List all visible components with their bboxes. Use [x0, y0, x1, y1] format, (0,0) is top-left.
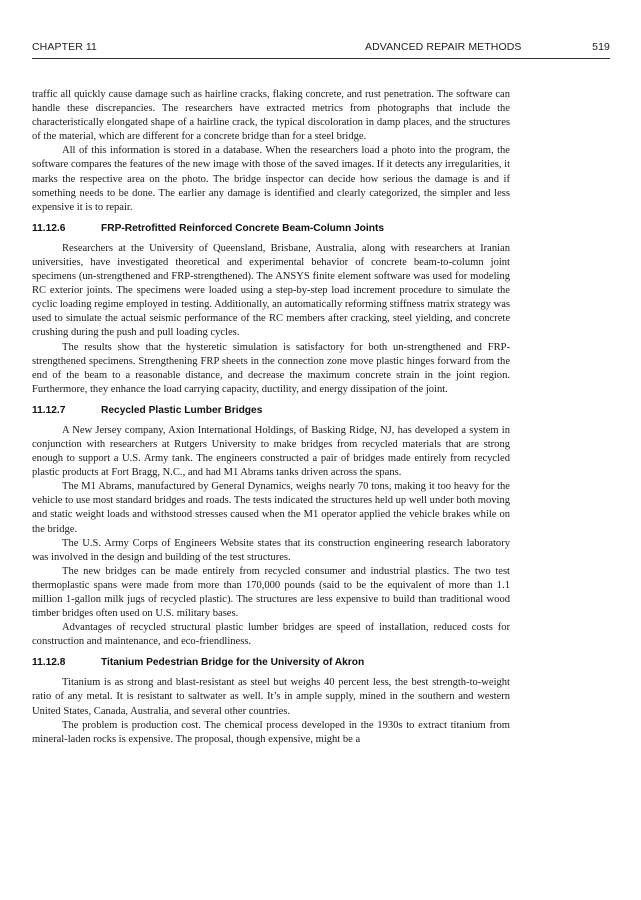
section-title: Recycled Plastic Lumber Bridges — [101, 404, 263, 416]
paragraph: The problem is production cost. The chemical process developed in the 1930s to extract titanium from mineral-laden rocks is expensive. The proposal, though expensive, might be a — [32, 719, 510, 745]
chapter-label: CHAPTER 11 — [32, 41, 97, 53]
section-title: Titanium Pedestrian Bridge for the University of Akron — [101, 657, 365, 669]
paragraph: traffic all quickly cause damage such as hairline cracks, flaking concrete, and rust penetration. The software can handle these discrepancies. The researchers have extracted metrics from photographs that include the characteristically elongated shape of a hairline crack, the typical discoloration in damp places, and the structures of the material, which are different for a concrete bridge than for a steel bridge. — [32, 89, 510, 143]
paragraph: The results show that the hysteretic simulation is satisfactory for both un-strengthened and FRP-strengthened specimens. Strengthening FRP sheets in the connection zone move plastic hinges forward from the end of the beam to a reasonable distance, and decrease the maximum concrete strain in the joint region. Furthermore, they enhance the load carrying capacity, ductility, and energy dissipation of the joint. — [32, 341, 510, 395]
section-heading — [32, 405, 510, 417]
chapter-title: ADVANCED REPAIR METHODS — [365, 41, 522, 53]
paragraph: All of this information is stored in a database. When the researchers load a photo into the program, the software compares the features of the new image with those of the saved images. If it detects any irregularities, it marks the respective area on the photo. The bridge inspector can decide how serious the damage is and if something needs to be done. The earlier any damage is identified and clearly categorized, the simpler and less expensive it is to repair. — [32, 145, 510, 213]
section-heading — [32, 657, 510, 669]
paragraph: Advantages of recycled structural plastic lumber bridges are speed of installation, reduced costs for construction and maintenance, and eco-friendliness. — [32, 622, 510, 648]
section-number: 11.12.6 — [32, 222, 66, 234]
paragraph: The M1 Abrams, manufactured by General Dynamics, weighs nearly 70 tons, making it too heavy for the vehicle to use most standard bridges and roads. The tests indicated the structures held up well under both moving and static weight loads and withstood stresses caused when the M1 operator applied the vehicle brakes while on the bridge. — [32, 481, 510, 535]
section-number: 11.12.7 — [32, 404, 66, 416]
paragraph: The U.S. Army Corps of Engineers Website states that its construction engineering research laboratory was involved in the design and building of the test structures. — [32, 537, 510, 563]
body-text — [32, 88, 510, 747]
paragraph: Titanium is as strong and blast-resistant as steel but weighs 40 percent less, the best strength-to-weight ratio of any metal. It is resistant to saltwater as well. It’s in ample supply, mined in the southern and western United States, Canada, Australia, and several other countries. — [32, 677, 510, 717]
section-heading — [32, 223, 510, 235]
paragraph: A New Jersey company, Axion International Holdings, of Basking Ridge, NJ, has developed a system in conjunction with researchers at Rutgers University to make bridges from recycled materials that are strong enough to support a U.S. Army tank. The engineers constructed a pair of bridges made entirely from recycled plastic products at Fort Bragg, N.C., and had M1 Abrams tanks driven across the spans. — [32, 424, 510, 479]
page-number: 519 — [592, 41, 610, 53]
paragraph: The new bridges can be made entirely from recycled consumer and industrial plastics. The two test thermoplastic spans were made from more than 170,000 pounds (said to be the equivalent of more than 1.1 million 1-gallon milk jugs of recycled plastic). The structures are less expensive to build than traditional wood timber bridges often used on U.S. military bases. — [32, 565, 510, 620]
paragraph: Researchers at the University of Queensland, Brisbane, Australia, along with researchers at Iranian universities, have investigated theoretical and experimental behavior of concrete beam-to-column joint specimens (un-strengthened and FRP-strengthened). The ANSYS finite element software was used for modeling RC exterior joints. The specimens were loaded using a step-by-step load increment procedure to simulate the cyclic loading regime employed in testing. Additionally, an automatically reforming stiffness matrix strategy was used to simulate the actual seismic performance of the RC members after cracking, steel yielding, and concrete crushing during the push and pull loading cycles. — [32, 242, 510, 339]
section-title: FRP-Retrofitted Reinforced Concrete Beam-Column Joints — [101, 222, 385, 234]
header-rule — [32, 58, 610, 59]
section-number: 11.12.8 — [32, 657, 66, 669]
